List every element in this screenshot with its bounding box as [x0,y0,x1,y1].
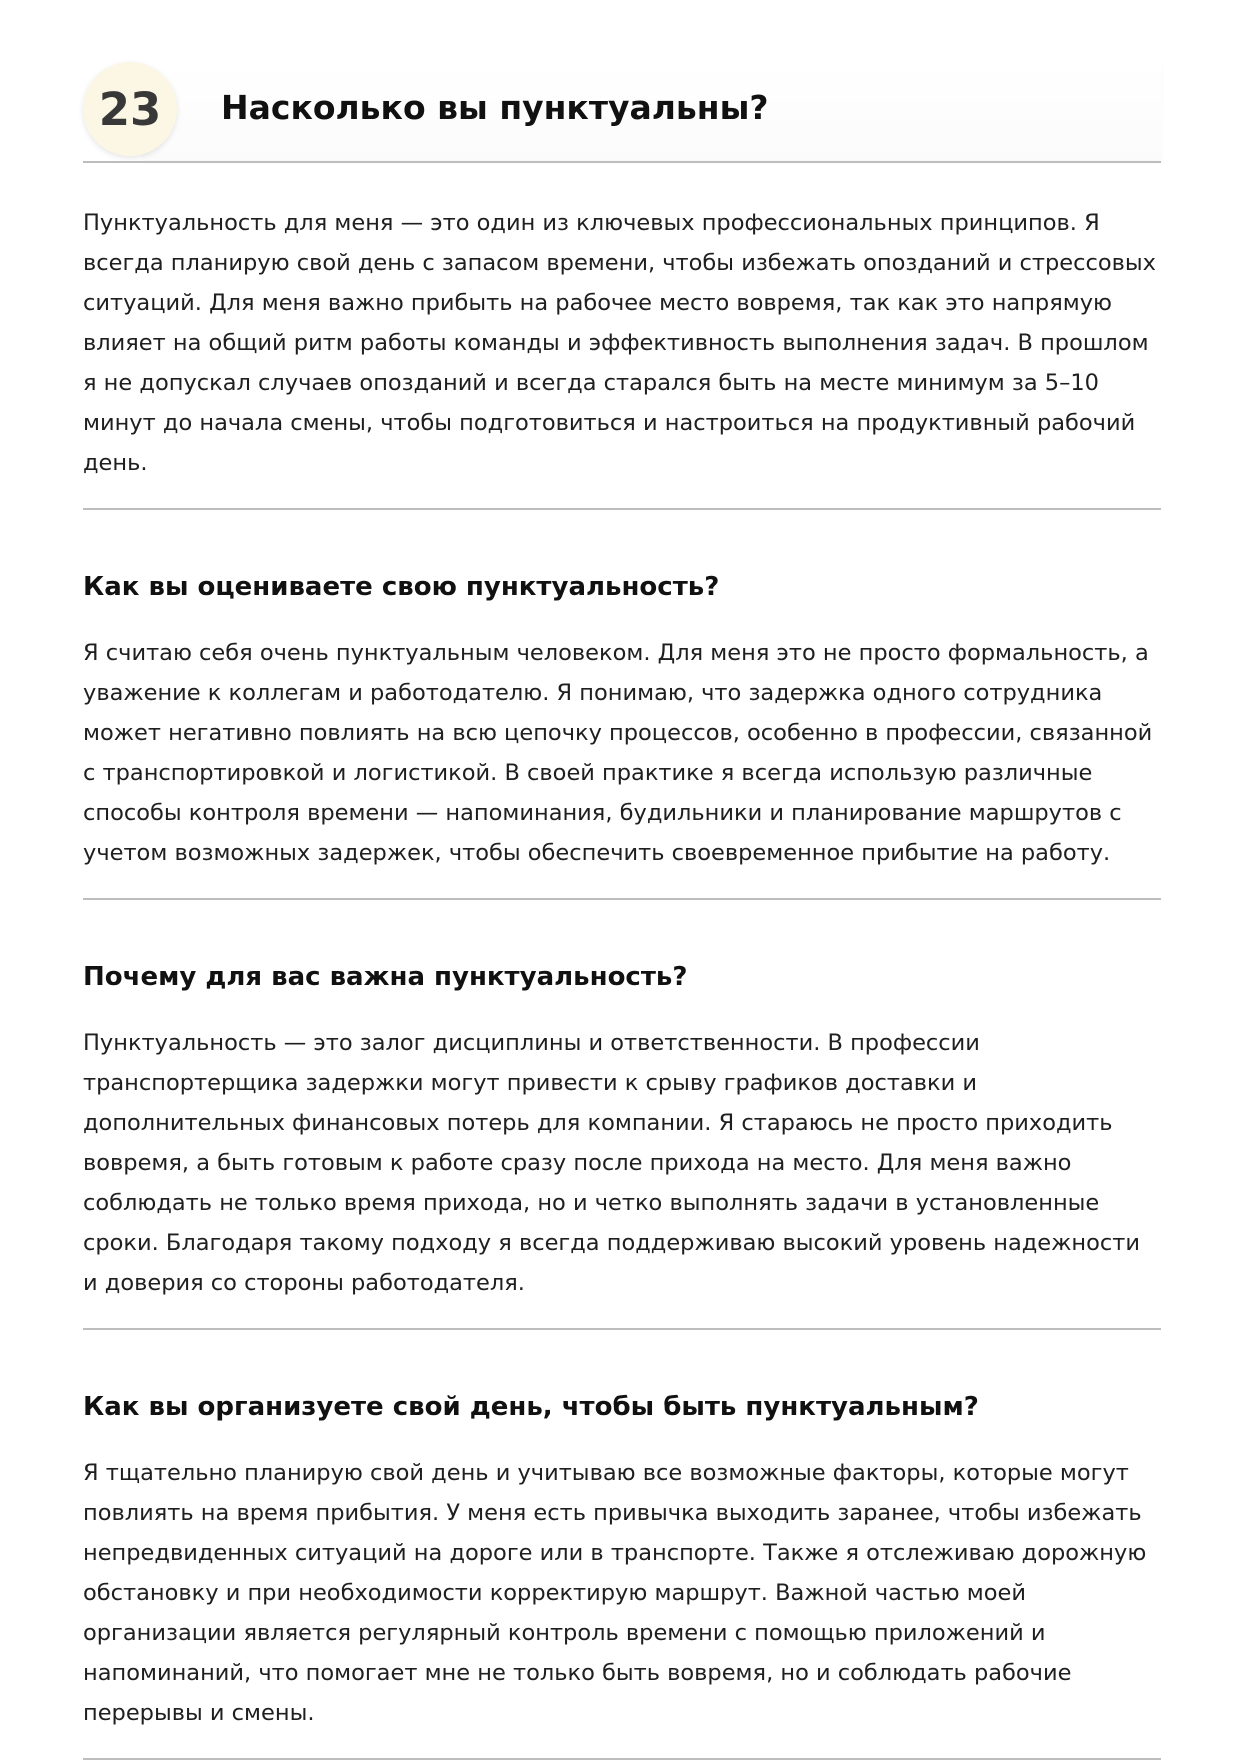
section-importance [83,958,1161,1330]
document-page [83,0,1161,1760]
section-body: Я считаю себя очень пунктуальным человеком. Для меня это не просто формальность, а уважение к коллегам и работодателю. Я понимаю, что задержка одного сотрудника может негативно повлиять на всю цепочку процессов, особенно в профессии, связанной с транспортировкой и логистикой. В своей практике я всегда использую различные способы контроля времени — напоминания, будильники и планирование маршрутов с учетом возможных задержек, чтобы обеспечить своевременное прибытие на работу. [83,640,1153,866]
section-body: Я тщательно планирую свой день и учитываю все возможные факторы, которые могут повлиять на время прибытия. У меня есть привычка выходить заранее, чтобы избежать непредвиденных ситуаций на дороге или в транспорте. Также я отслеживаю дорожную обстановку и при необходимости корректирую маршрут. Важной частью моей организации является регулярный контроль времени с помощью приложений и напоминаний, что помогает мне не только быть вовремя, но и соблюдать рабочие перерывы и смены. [83,1460,1147,1726]
header-divider [83,161,1161,163]
section-day-organization [83,1388,1161,1760]
intro-paragraph: Пунктуальность для меня — это один из ключевых профессиональных принципов. Я всегда планирую свой день с запасом времени, чтобы избежать опозданий и стрессовых ситуаций. Для меня важно прибыть на рабочее место вовремя, так как это напрямую влияет на общий ритм работы команды и эффективность выполнения задач. В прошлом я не допускал случаев опозданий и всегда старался быть на месте минимум за 5–10 минут до начала смены, чтобы подготовиться и настроиться на продуктивный рабочий день. [83,210,1156,476]
section-self-assessment [83,568,1161,900]
section-heading: Как вы организуете свой день, чтобы быть пунктуальным? [83,1392,979,1422]
section-heading: Почему для вас важна пунктуальность? [83,962,688,992]
question-number-badge: 23 [83,62,177,156]
question-header [83,0,1161,163]
section-heading: Как вы оцениваете свою пунктуальность? [83,572,720,602]
section-body: Пунктуальность — это залог дисциплины и ответственности. В профессии транспортерщика задержки могут привести к срыву графиков доставки и дополнительных финансовых потерь для компании. Я стараюсь не просто приходить вовремя, а быть готовым к работе сразу после прихода на место. Для меня важно соблюдать не только время прихода, но и четко выполнять задачи в установленные сроки. Благодаря такому подходу я всегда поддерживаю высокий уровень надежности и доверия со стороны работодателя. [83,1030,1140,1296]
section-divider [83,898,1161,900]
section-divider [83,1328,1161,1330]
page-title: Насколько вы пунктуальны? [221,88,769,127]
section-divider [83,508,1161,510]
